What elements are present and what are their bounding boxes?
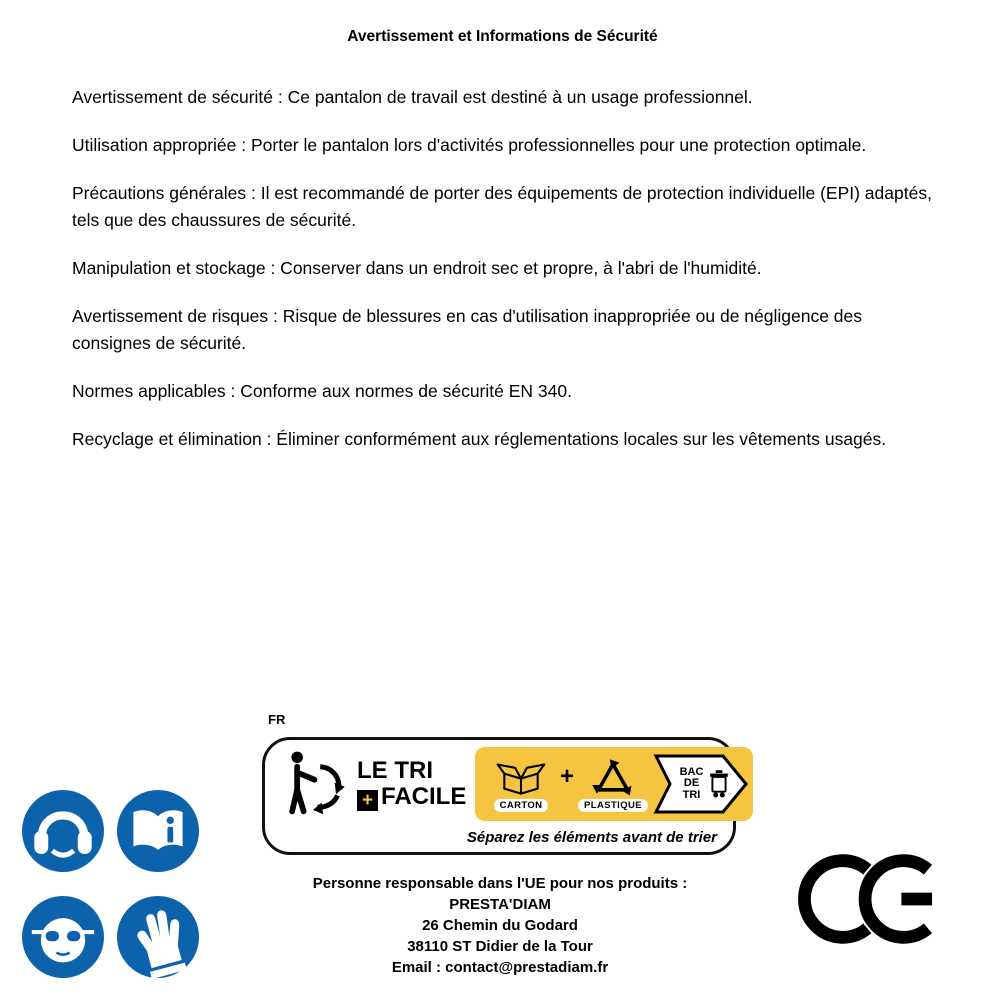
bac-de-tri-arrow (653, 753, 749, 815)
safety-paragraph: Avertissement de risques : Risque de blessures en cas d'utilisation inappropriée ou de négligence des consignes de sécurité. (72, 306, 863, 353)
carton-pack (485, 757, 557, 812)
safety-text-block (0, 84, 1005, 453)
plus-sign: + (560, 763, 575, 790)
mandatory-signs (22, 790, 199, 978)
read-manual-sign (117, 790, 199, 872)
company-name: PRESTA'DIAM (449, 896, 551, 913)
plastique-recycle-icon (587, 757, 639, 797)
read-manual-icon (117, 790, 199, 872)
triman-recycling-icon (277, 744, 349, 824)
safety-paragraph: Avertissement de sécurité : Ce pantalon de travail est destiné à un usage professionnel. (72, 87, 753, 107)
bac-line: DE (683, 777, 700, 790)
le-tri-text: LE TRI (357, 756, 433, 784)
bac-de-tri-content (653, 753, 749, 815)
plastique-label: PLASTIQUE (578, 799, 648, 812)
address-line: 38110 ST Didier de la Tour (407, 938, 593, 955)
safety-paragraph: Précautions générales : Il est recommandé de porter des équipements de protection individuelle (EPI) adaptés, tels que des chaussures de sécurité. (72, 183, 932, 230)
eye-protection-sign (22, 896, 104, 978)
ce-mark (798, 854, 948, 944)
tri-banner-row (265, 740, 733, 828)
fr-label: FR (268, 712, 286, 727)
bac-line: BAC (679, 765, 704, 778)
eu-responsible-address (240, 873, 760, 978)
carton-label: CARTON (494, 799, 549, 812)
safety-paragraph: Recyclage et élimination : Éliminer conformément aux réglementations locales sur les vêtements usagés. (72, 429, 887, 449)
ear-protection-sign (22, 790, 104, 872)
address-line: Personne responsable dans l'UE pour nos produits : (312, 875, 688, 892)
ear-protection-icon (22, 790, 104, 872)
bac-de-tri-label (680, 767, 704, 802)
tri-facile-banner (262, 737, 736, 855)
hand-protection-sign (117, 896, 199, 978)
sorting-tagline: Séparez les éléments avant de trier (466, 829, 717, 846)
safety-paragraph: Utilisation appropriée : Porter le pantalon lors d'activités professionnelles pour une protection optimale. (72, 135, 867, 155)
plus-box-icon: + (357, 790, 378, 811)
carton-box-icon (493, 757, 549, 797)
eye-protection-icon (22, 896, 104, 978)
bac-line: TRI (682, 788, 701, 801)
plastique-pack (577, 757, 649, 812)
safety-paragraph: Normes applicables : Conforme aux normes de sécurité EN 340. (72, 381, 572, 401)
page-title: Avertissement et Informations de Sécurité (347, 28, 658, 45)
safety-paragraph: Manipulation et stockage : Conserver dans un endroit sec et propre, à l'abri de l'humidité. (72, 258, 762, 278)
le-tri-facile-logo (357, 758, 469, 811)
facile-text: FACILE (381, 782, 467, 810)
sorting-yellow-zone (475, 747, 753, 821)
trash-bin-icon (708, 768, 730, 800)
email-line: Email : contact@prestadiam.fr (391, 959, 609, 976)
hand-protection-icon (117, 896, 199, 978)
address-line: 26 Chemin du Godard (422, 917, 578, 934)
